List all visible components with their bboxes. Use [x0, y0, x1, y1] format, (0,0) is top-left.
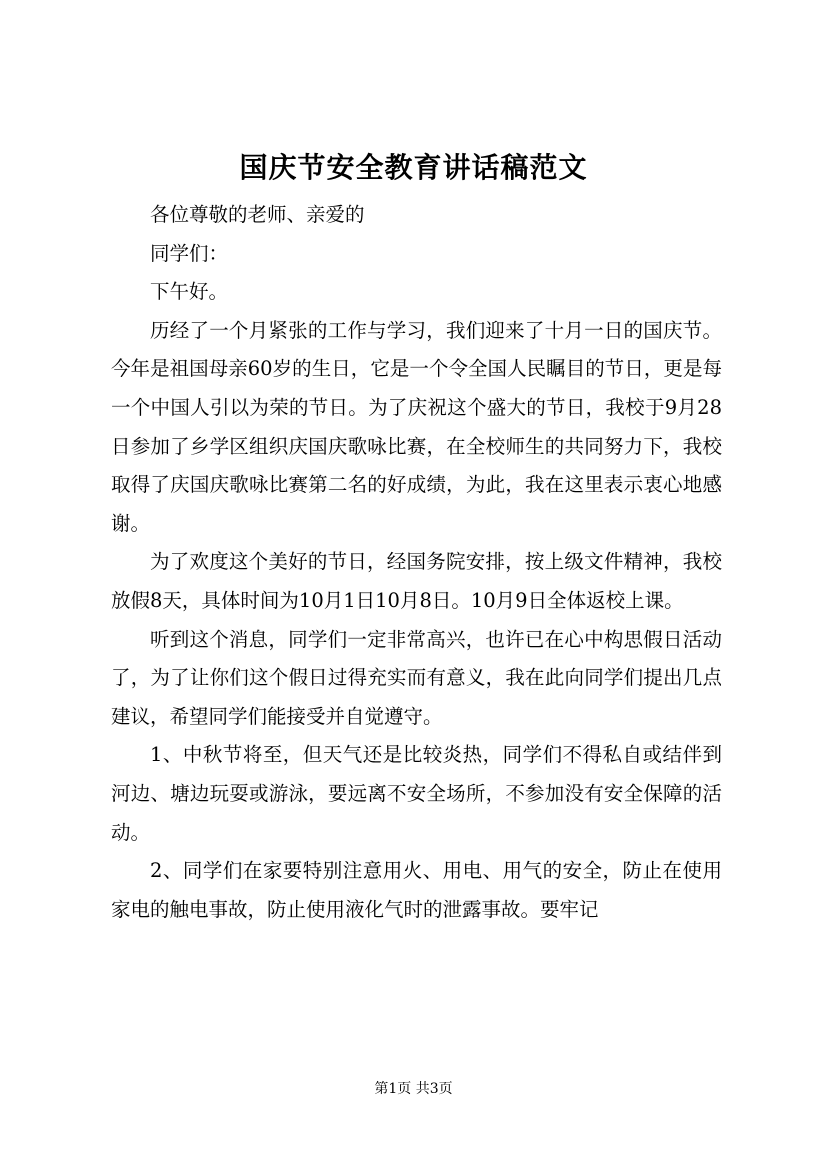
- salutation: 下午好。: [150, 280, 229, 304]
- greeting-line: 各位尊敬的老师、亲爱的: [150, 203, 365, 226]
- document-title: 国庆节安全教育讲话稿范文: [239, 151, 588, 184]
- paragraph: 历经了一个月紧张的工作与学习，我们迎来了十月一日的国庆节。今年是祖国母亲60岁的生日，它是一个令全国人民瞩目的节日，更是每一个中国人引以为荣的节日。为了庆祝这个盛大的节日，我校于9月28日参加了乡学区组织庆国庆歌咏比赛，在全校师生的共同努力下，我校取得了庆国庆歌咏比赛第二名的好成绩，为此，我在这里表示衷心地感谢。: [111, 318, 722, 535]
- paragraph: 为了欢度这个美好的节日，经国务院安排，按上级文件精神，我校放假8天，具体时间为10月1日10月8日。10月9日全体返校上课。: [111, 550, 722, 612]
- document-body: [111, 196, 722, 929]
- page-footer: 第1页 共3页: [374, 1081, 453, 1097]
- paragraph: 1、中秋节将至，但天气还是比较炎热，同学们不得私自或结伴到河边、塘边玩耍或游泳，要远离不安全场所，不参加没有安全保障的活动。: [111, 743, 722, 844]
- paragraph: 2、同学们在家要特别注意用火、用电、用气的安全，防止在使用家电的触电事故，防止使用液化气时的泄露事故。要牢记: [111, 859, 722, 921]
- paragraph: 听到这个消息，同学们一定非常高兴，也许已在心中构思假日活动了，为了让你们这个假日过得充实而有意义，我在此向同学们提出几点建议，希望同学们能接受并自觉遵守。: [111, 627, 722, 728]
- greeting-line: 同学们：: [150, 241, 229, 265]
